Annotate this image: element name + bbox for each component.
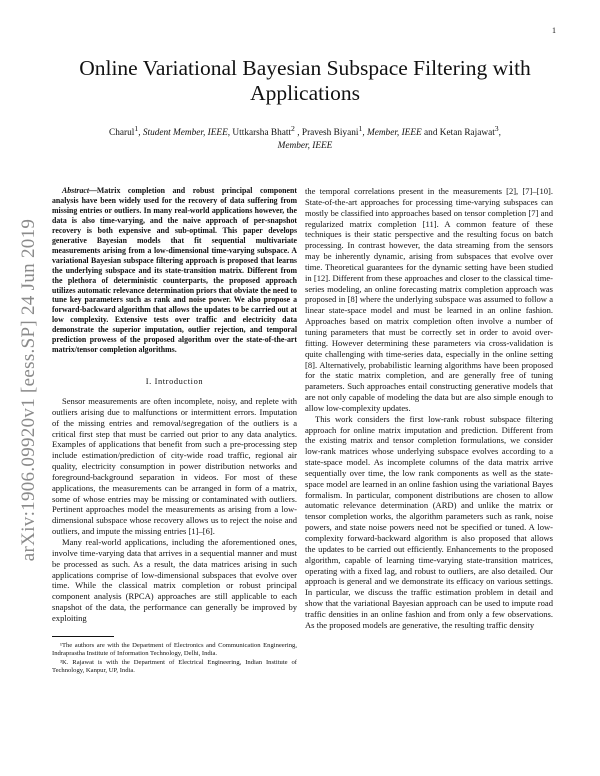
author-2: Uttkarsha Bhatt	[230, 128, 292, 139]
footnote-affiliation-1: ¹The authors are with the Department of Electronics and Communication Engineering, Indraprastha Institute of Information Technology, Delhi, India.	[52, 641, 297, 657]
author-4-affiliation: 3	[494, 124, 499, 133]
author-1-role: , Student Member, IEEE,	[138, 128, 231, 139]
right-column	[305, 186, 553, 631]
intro-paragraph-3: the temporal correlations present in the measurements [2], [7]–[10]. State-of-the-art approaches for processing time-varying subspaces can mostly be classified into approaches based on tensor completion [7] and regularized matrix completion [11]. A common feature of these techniques is their static perspective and the resulting focus on batch processing. In contrast however, the data streaming from the sensors may be inherently dynamic, arising from subspaces that evolve over time. Theoretical guarantees for the dynamic setting have been studied in [12]. Different from these approaches and closer to the classical time-series modeling, an online forecasting matrix completion approach was proposed in [8] where the underlying subspace was assumed to follow a linear state-space model and must be learned in an online fashion. Approaches based on matrix completion often involve a number of tuning parameters that must be correctly set in order to avoid over-fitting. However determining these parameters via cross-validation is quite challenging with time-series data, especially in the online setting [8]. Alternatively, probabilistic learning algorithms have been proposed for the static matrix completion, and are generally free of tuning parameters. Such approaches entail constructing generative models that are not only capable of modeling the data but are also simple enough to allow low-complexity updates.	[305, 186, 553, 413]
author-2-affiliation: 2	[291, 124, 295, 133]
left-column	[52, 186, 297, 677]
section-heading-introduction: I. Introduction	[145, 377, 204, 387]
page-number: 1	[552, 26, 556, 35]
intro-paragraph-1: Sensor measurements are often incomplete, noisy, and replete with outliers arising due to malfunctions or intermittent errors. Imputation of the missing entries and removal/segregation of the outliers is a critical first step that must be carried out prior to any data analytics. Examples of applications that benefit from such a pre-processing step include estimation/prediction of city-wide road traffic, regional air quality, electricity consumption in power distribution networks and foreground-background separation in videos. For most of these applications, the measurements can be arranged in form of a matrix, some of whose entries may be missing or contaminated with outliers. Pertinent approaches model the measurements as arising from a low-dimensional subspace whose recovery allows us to reject the noise and outliers, and impute the missing entries [1]–[6].	[52, 396, 297, 537]
author-3-affiliation: 1	[358, 124, 363, 133]
arxiv-stamp	[18, 200, 40, 580]
paper-title: Online Variational Bayesian Subspace Filtering with Applications	[79, 56, 531, 105]
intro-paragraph-4: This work considers the first low-rank robust subspace filtering approach for online matrix imputation and prediction. Different from the existing matrix and tensor completion formulations, we consider low-rank matrices whose underlying subspace evolves according to a state-space model. As incomplete columns of the data matrix arrive sequentially over time, the low rank components as well as the state-space model are learned in an online fashion using the variational Bayes formalism. In particular, component distributions are chosen to allow automatic relevance determination (ARD) and unlike the matrix or tensor completion works, the algorithm parameters such as rank, noise powers, and state noise powers need not be specified or tuned. A low-complexity forward-backward algorithm is also proposed that allows the updates to be carried out efficiently. Enhancements to the proposed algorithm, capable of learning time-varying state-transition matrices, operating with a fixed lag, and robust to outliers, are also detailed. Our approach is general and we demonstrate its efficacy on various settings. In particular, we discuss the traffic estimation problem in detail and show that the variational Bayesian approach can be used to impute road traffic densities in an online fashion and from only a few observations. As the proposed models are generative, the resulting traffic density	[305, 413, 553, 630]
author-1-affiliation: 1	[134, 124, 139, 133]
author-4: and Ketan Rajawat	[421, 128, 495, 139]
author-1: Charul	[109, 128, 135, 139]
footnote-divider	[52, 636, 114, 637]
intro-paragraph-2: Many real-world applications, including the aforementioned ones, involve time-varying data that arrives in a sequential manner and must be processed as such. As a result, the data matrices arising in such applications comprise of low-dimensional subspaces that evolve over time. While the classical matrix completion or robust principal component analysis (RPCA) approaches are still applicable to each snapshot of the data, the performance can generally be improved by exploiting	[52, 537, 297, 623]
author-3: , Pravesh Biyani	[294, 128, 359, 139]
abstract-label: Abstract	[62, 186, 90, 195]
author-4-role: ,	[498, 128, 501, 139]
footnote-affiliation-3: ³K. Rajawat is with the Department of Electrical Engineering, Indian Institute of Technology, Kanpur, UP, India.	[52, 659, 297, 675]
arxiv-identifier: arXiv:1906.09920v1 [eess.SP] 24 Jun 2019	[18, 218, 39, 562]
abstract-text: —Matrix completion and robust principal component analysis have been widely used for the recovery of data suffering from missing entries or outliers. In many real-world applications however, the data is also time-varying, and the naive approach of per-snapshot recovery is both expensive and sub-optimal. This paper develops generative Bayesian models that fit sequential multivariate measurements arising from a low-dimensional time-varying subspace. A variational Bayesian subspace filtering approach is proposed that learns the underlying subspace and its state-transition matrix. Different from the plethora of deterministic counterparts, the proposed approach utilizes automatic relevance determination priors that obviate the need to tune key parameters such as rank and noise power. We also propose a forward-backward algorithm that allows the updates to be carried out at low complexity. Extensive tests over traffic and electricity data demonstrate the superior imputation, outlier rejection, and temporal prediction prowess of the proposed algorithm over the state-of-the-art matrix/tensor completion algorithms.	[52, 186, 297, 355]
abstract	[52, 186, 297, 355]
author-4-membership: Member, IEEE	[277, 141, 333, 152]
author-3-role: , Member, IEEE	[362, 128, 422, 139]
author-list	[70, 122, 540, 153]
